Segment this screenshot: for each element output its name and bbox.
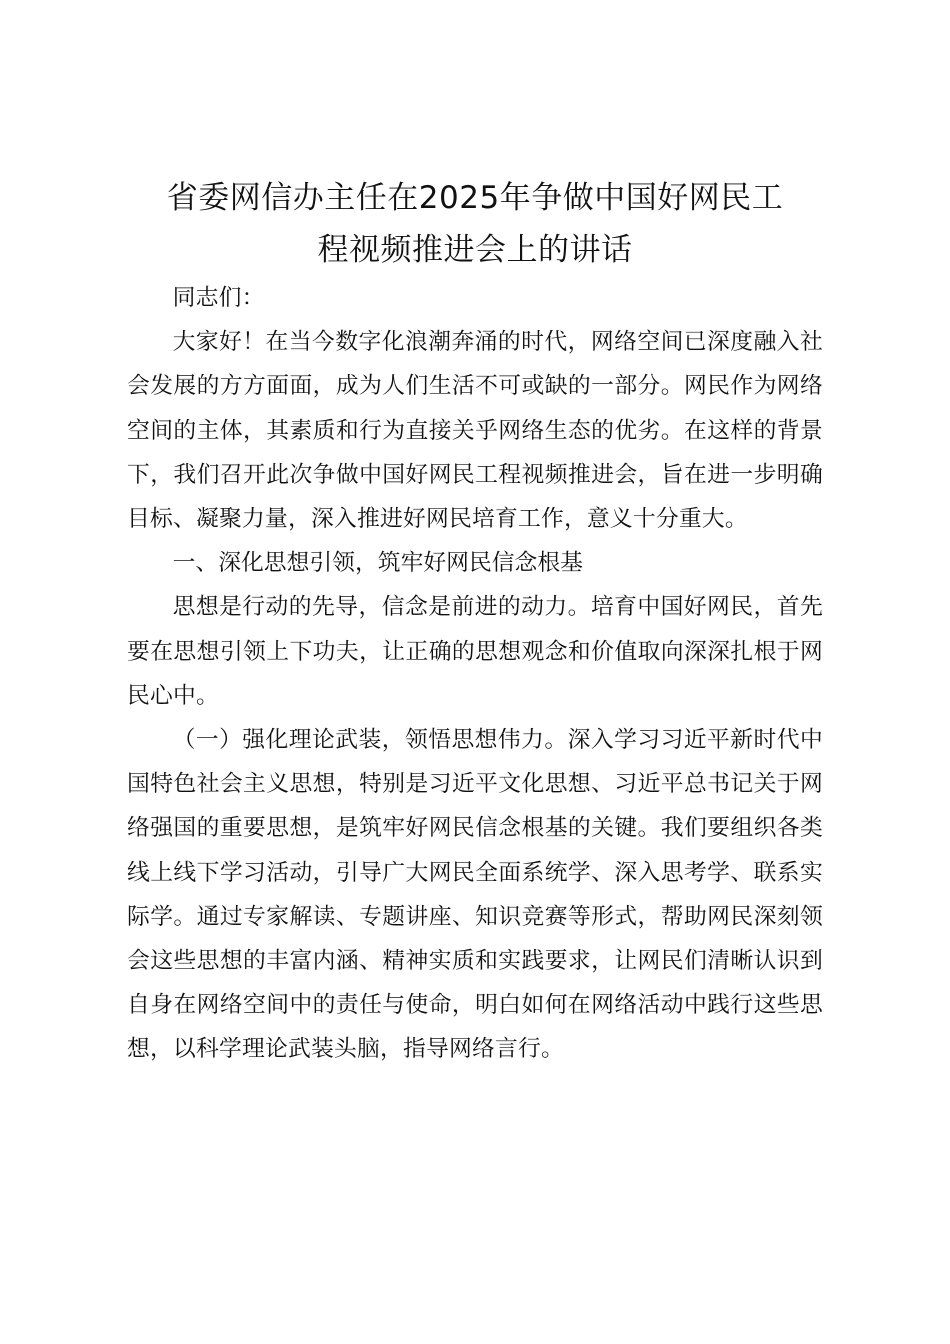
document-title (125, 172, 825, 276)
title-line-2: 程视频推进会上的讲话 (317, 232, 633, 268)
paragraph-subsection-1: （一）强化理论武装，领悟思想伟力。深入学习习近平新时代中国特色社会主义思想，特别是习近平文化思想、习近平总书记关于网络强国的重要思想，是筑牢好网民信念根基的关键。我们要组织各类线上线下学习活动，引导广大网民全面系统学、深入思考学、联系实际学。通过专家解读、专题讲座、知识竞赛等形式，帮助网民深刻领会这些思想的丰富内涵、精神实质和实践要求，让网民们清晰认识到自身在网络空间中的责任与使命，明白如何在网络活动中践行这些思想，以科学理论武装头脑，指导网络言行。 (127, 727, 823, 1063)
paragraph-intro: 大家好！在当今数字化浪潮奔涌的时代，网络空间已深度融入社会发展的方方面面，成为人们生活不可或缺的一部分。网民作为网络空间的主体，其素质和行为直接关乎网络生态的优劣。在这样的背景下，我们召开此次争做中国好网民工程视频推进会，旨在进一步明确目标、凝聚力量，深入推进好网民培育工作，意义十分重大。 (127, 329, 823, 533)
title-line-1: 省委网信办主任在2025年争做中国好网民工 (166, 180, 784, 216)
document-body (127, 276, 823, 1072)
paragraph-section-intro: 思想是行动的先导，信念是前进的动力。培育中国好网民，首先要在思想引领上下功夫，让正确的思想观念和价值取向深深扎根于网民心中。 (127, 594, 823, 709)
section-heading: 一、深化思想引领，筑牢好网民信念根基 (172, 550, 583, 577)
salutation: 同志们： (172, 285, 265, 311)
